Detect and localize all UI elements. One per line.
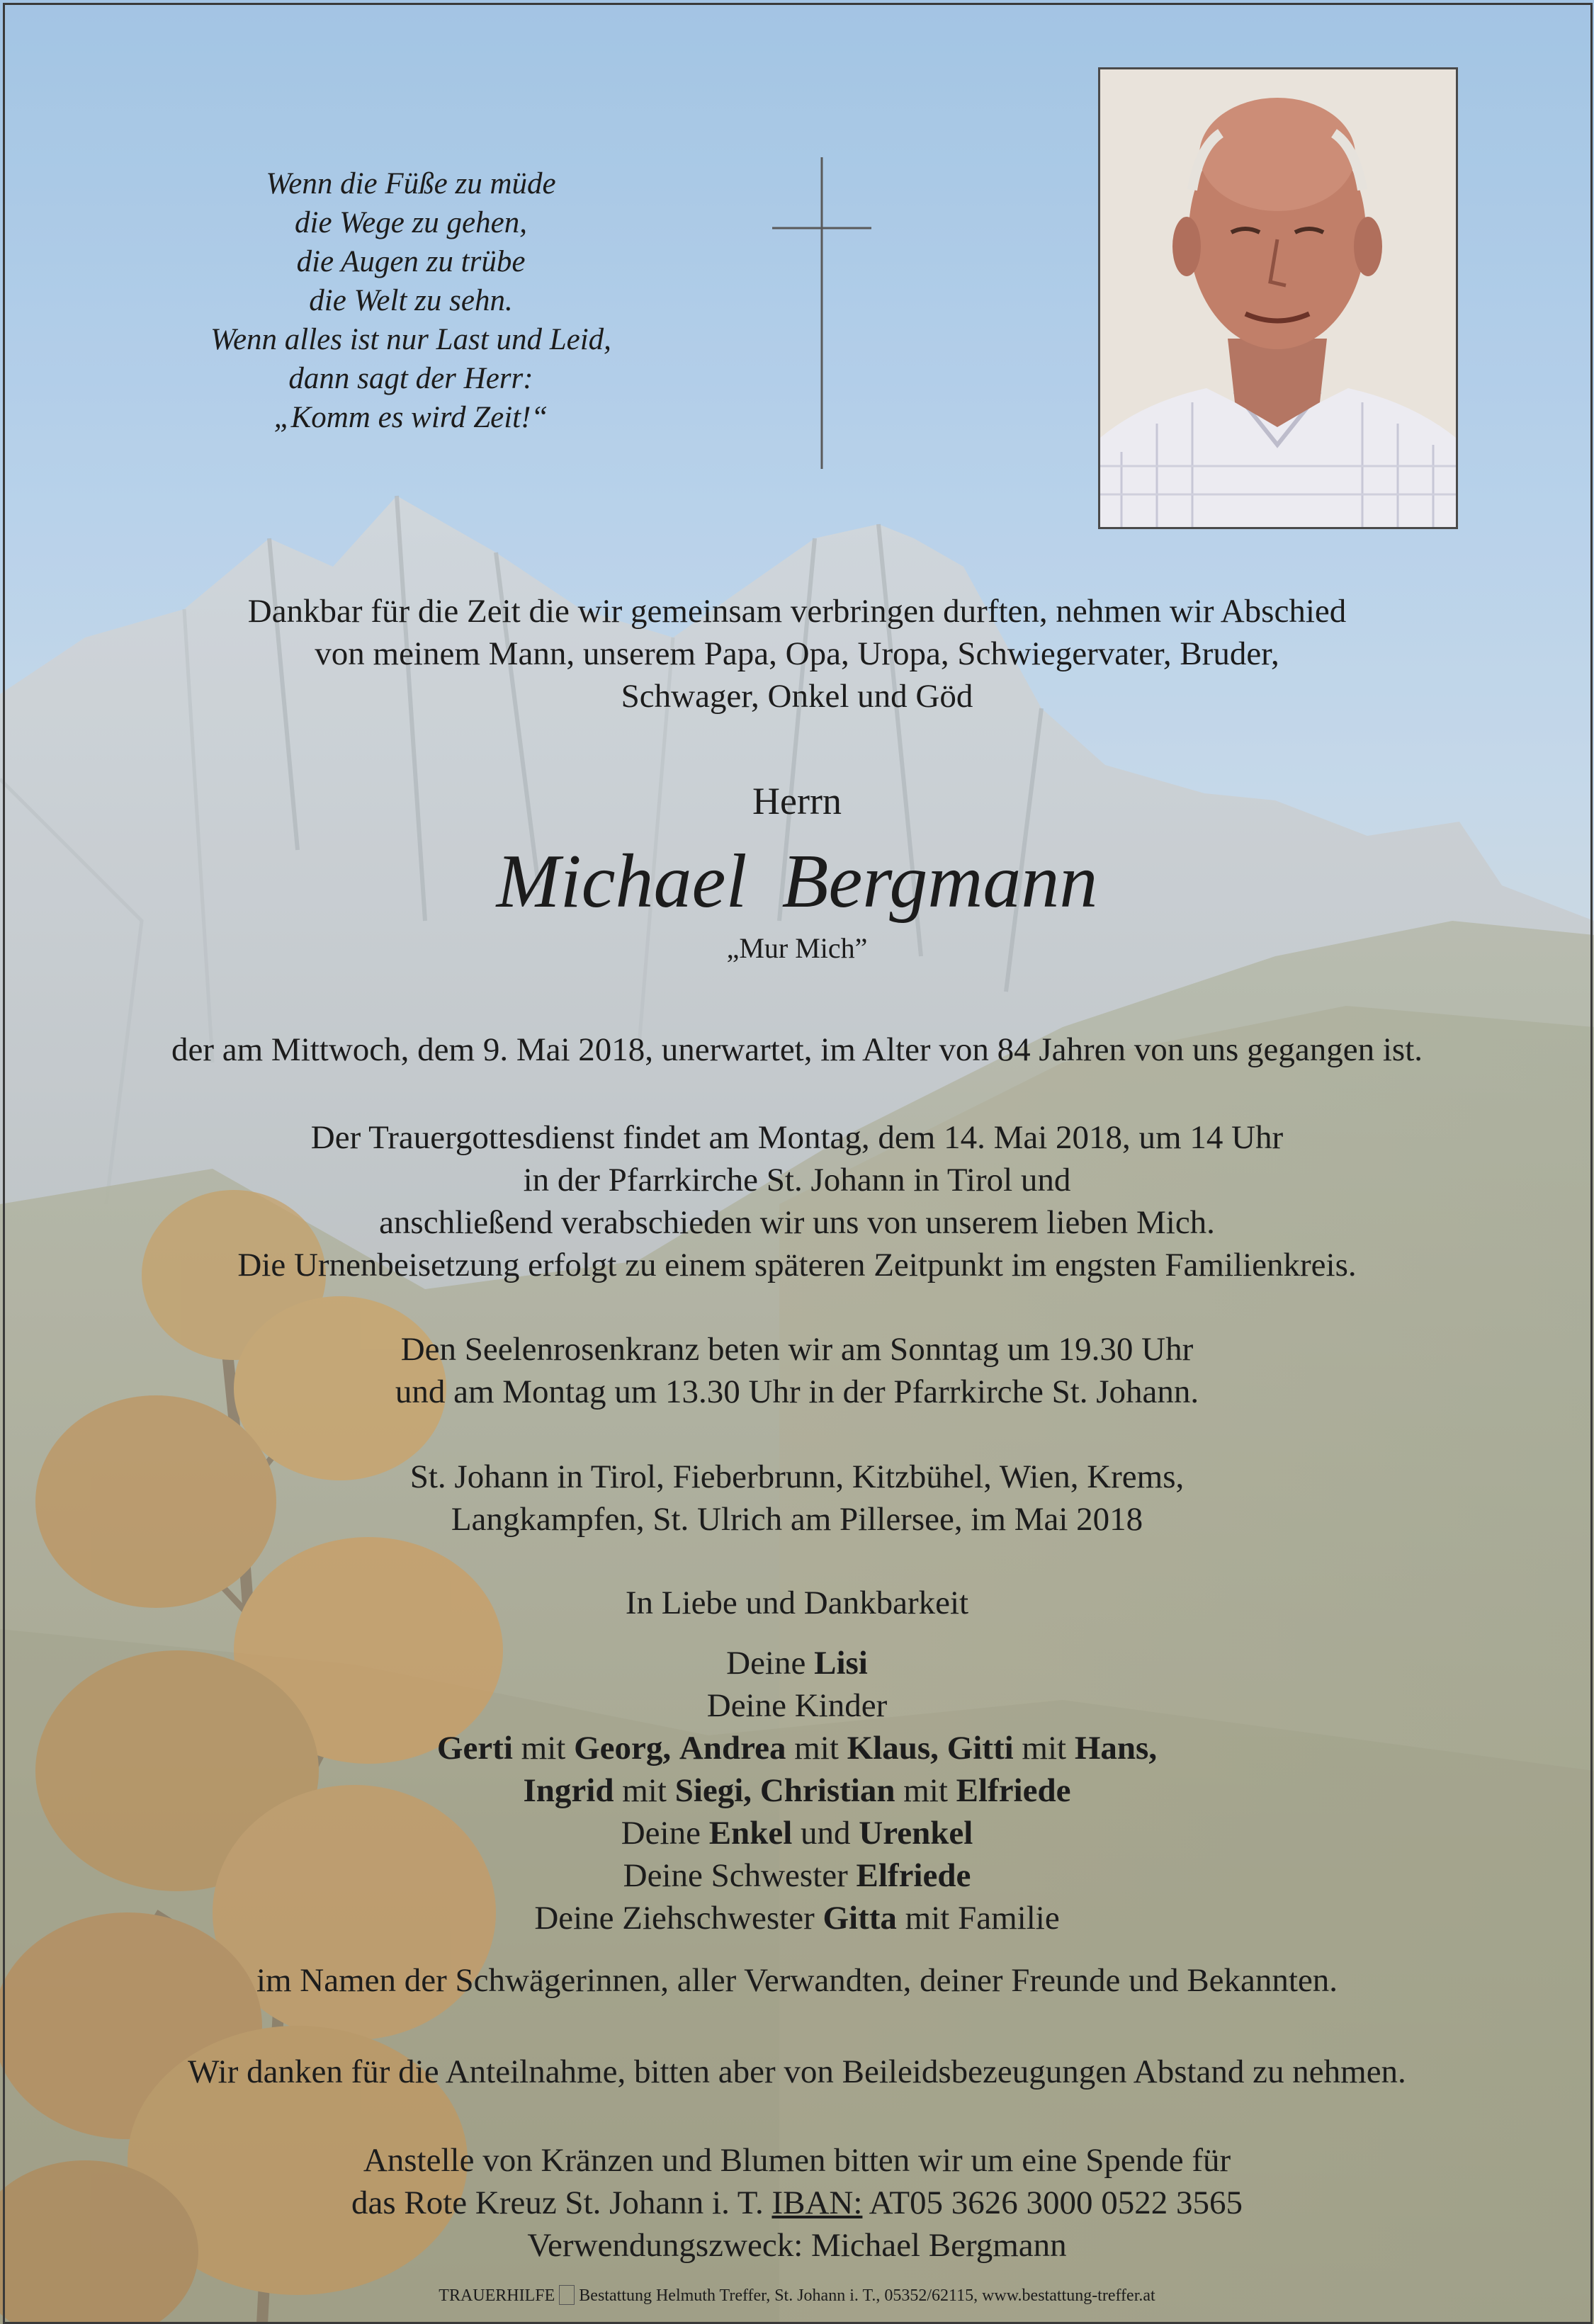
service-line: Die Urnenbeisetzung erfolgt zu einem späteren Zeitpunkt im engsten Familienkreis. [237, 1247, 1357, 1283]
deceased-name: Michael Bergmann [496, 839, 1098, 924]
service-line: Der Trauergottesdienst findet am Montag, dem 14. Mai 2018, um 14 Uhr [310, 1119, 1284, 1156]
poem-line: „Komm es wird Zeit!“ [273, 401, 548, 434]
places-line: Langkampfen, St. Ulrich am Pillersee, im Mai 2018 [451, 1501, 1143, 1538]
trauerhilfe-logo-icon [559, 2285, 575, 2305]
rosary-line: Den Seelenrosenkranz beten wir am Sonntag um 19.30 Uhr [400, 1331, 1194, 1368]
service-line: in der Pfarrkirche St. Johann in Tirol und [523, 1162, 1071, 1198]
salutation: Herrn [752, 780, 842, 822]
places-line: St. Johann in Tirol, Fieberbrunn, Kitzbühel, Wien, Krems, [409, 1458, 1185, 1495]
portrait-photo [1098, 67, 1458, 529]
mourner-line: Deine Enkel und Urenkel [621, 1815, 973, 1852]
mourner-line: Ingrid mit Siegi, Christian mit Elfriede [523, 1772, 1071, 1809]
on-behalf-text: im Namen der Schwägerinnen, aller Verwandten, deiner Freunde und Bekannten. [256, 1962, 1338, 1999]
portrait-image [1100, 69, 1456, 527]
intro-line: von meinem Mann, unserem Papa, Opa, Uropa, Schwiegervater, Bruder, [315, 635, 1279, 672]
rosary-info [0, 1328, 1594, 1413]
poem-line: die Augen zu trübe [296, 245, 526, 278]
service-info [0, 1116, 1594, 1286]
intro-line: Dankbar für die Zeit die wir gemeinsam verbringen durften, nehmen wir Abschied [247, 593, 1347, 630]
footer-brand: TRAUERHILFE [439, 2286, 555, 2305]
poem-line: die Wege zu gehen, [295, 206, 527, 239]
poem-line: Wenn die Füße zu müde [266, 167, 556, 200]
mourners-list [0, 1642, 1594, 1939]
closing-phrase: In Liebe und Dankbarkeit [625, 1585, 969, 1621]
donation-line: Verwendungszweck: Michael Bergmann [527, 2227, 1067, 2264]
iban-label: IBAN: [771, 2184, 863, 2221]
poem-line: die Welt zu sehn. [309, 284, 513, 317]
cross-icon [765, 157, 878, 469]
poem-line: dann sagt der Herr: [288, 362, 533, 395]
footer [0, 2285, 1594, 2306]
nickname: „Mur Mich” [726, 932, 868, 964]
iban-number: AT05 3626 3000 0522 3565 [869, 2184, 1243, 2221]
mourner-line: Deine Ziehschwester Gitta mit Familie [534, 1900, 1060, 1937]
service-line: anschließend verabschieden wir uns von unserem lieben Mich. [379, 1204, 1215, 1241]
rosary-line: und am Montag um 13.30 Uhr in der Pfarrkirche St. Johann. [395, 1373, 1199, 1410]
footer-text: Bestattung Helmuth Treffer, St. Johann i. T., 05352/62115, www.bestattung-treffer.at [579, 2286, 1155, 2305]
places-date [0, 1456, 1594, 1541]
death-notice: der am Mittwoch, dem 9. Mai 2018, unerwartet, im Alter von 84 Jahren von uns gegangen ist. [171, 1031, 1423, 1068]
poem-line: Wenn alles ist nur Last und Leid, [210, 323, 611, 356]
donation-line: Anstelle von Kränzen und Blumen bitten wir um eine Spende für [363, 2142, 1231, 2179]
mourner-line: Gerti mit Georg, Andrea mit Klaus, Gitti mit Hans, [436, 1730, 1158, 1767]
donation-line: das Rote Kreuz St. Johann i. T. IBAN: AT05 3626 3000 0522 3565 [351, 2184, 1243, 2221]
mourner-line: Deine Kinder [706, 1687, 888, 1724]
intro-text [0, 590, 1594, 718]
mourner-line: Deine Schwester Elfriede [623, 1857, 971, 1894]
poem [156, 164, 666, 437]
intro-line: Schwager, Onkel und Göd [621, 678, 973, 715]
thanks-text: Wir danken für die Anteilnahme, bitten aber von Beileidsbezeugungen Abstand zu nehmen. [188, 2053, 1406, 2090]
donation-info [0, 2139, 1594, 2267]
mourner-line: Deine Lisi [726, 1645, 868, 1682]
